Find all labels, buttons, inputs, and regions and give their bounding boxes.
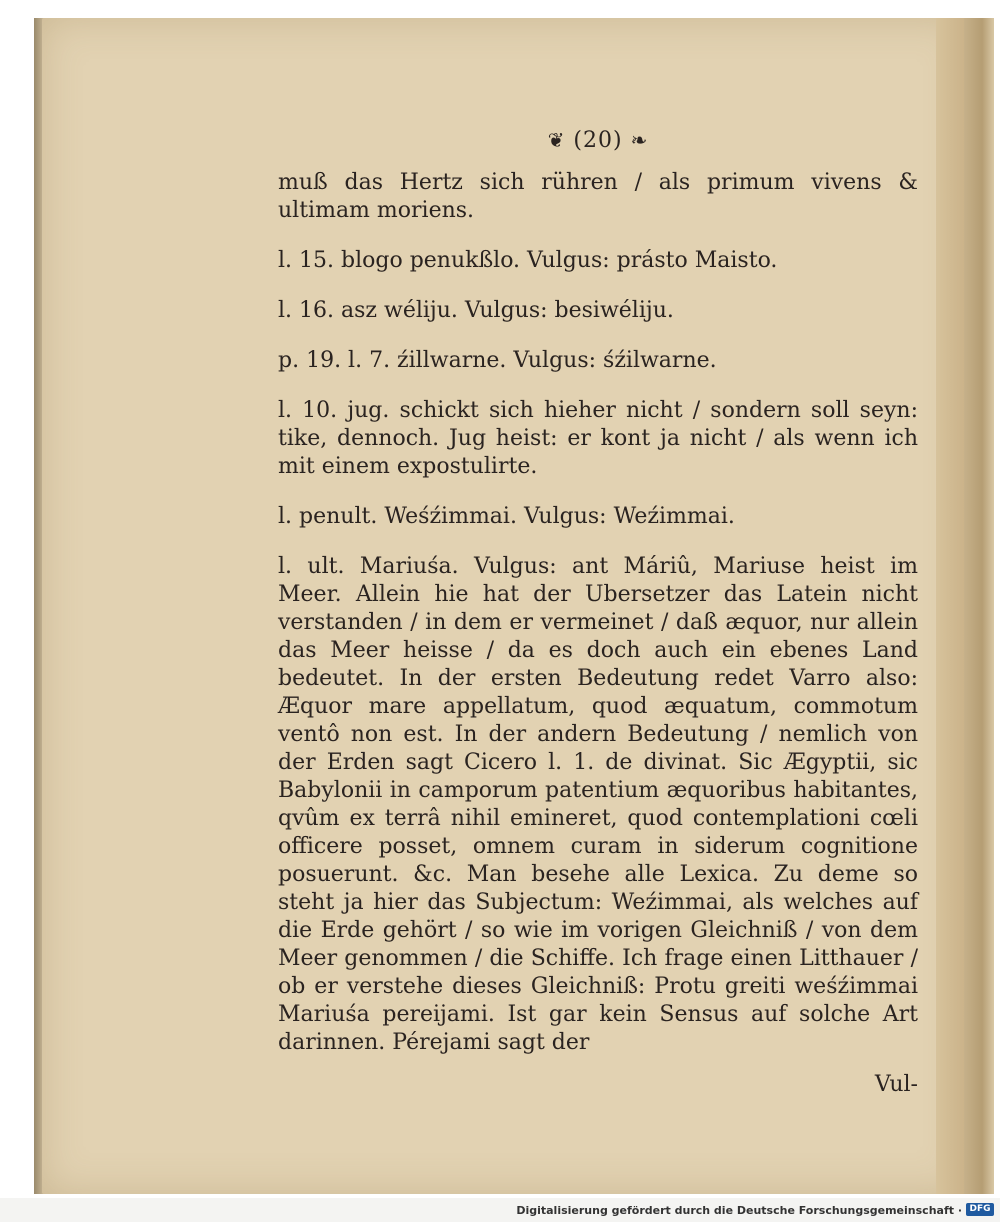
text-line-7: l. ult. Mariuśa. Vulgus: ant Máriû, Mariuse heist im Meer. Allein hie hat der Ubersetzer das Latein nicht verstanden / in dem er vermeinet / daß æquor, nur allein das Meer heisse / da es doch auch ein ebenes Land bedeutet. In der ersten Bedeutung redet Varro also: Æquor mare appellatum, quod æquatum, commotum ventô non est. In der andern Bedeutung / nemlich von der Erden sagt Cicero l. 1. de divinat. Sic Ægyptii, sic Babylonii in camporum patentium æquoribus habitantes, qvûm ex terrâ nihil emineret, quod contemplationi cœli officere posset, omnem curam in siderum cognitione posuerunt. &c. Man besehe alle Lexica. Zu deme so steht ja hier das Subjectum: Weźimmai, als welches auf die Erde gehört / so wie im vorigen Gleichniß / von dem Meer genommen / die Schiffe. Ich frage einen Litthauer / ob er verstehe dieses Gleichniß: Protu greiti weśźimmai Mariuśa pereijami. Ist gar kein Sensus auf solche Art darinnen. Pérejami sagt der bbox=[278, 554, 918, 1055]
text-line-3: l. 16. asz wéliju. Vulgus: besiwéliju. bbox=[278, 298, 674, 323]
text-line-4: p. 19. l. 7. źillwarne. Vulgus: śźilwarne. bbox=[278, 348, 717, 373]
digitization-footer bbox=[0, 1198, 1000, 1222]
text-line-1: muß das Hertz sich rühren / als primum vivens & ultimam moriens. bbox=[278, 170, 918, 223]
catchword: Vul- bbox=[874, 1072, 918, 1097]
page-header bbox=[278, 126, 918, 155]
left-ornament-icon: ❦ bbox=[547, 128, 566, 152]
text-line-5: l. 10. jug. schickt sich hieher nicht / sondern soll seyn: tike, dennoch. Jug heist: er kont ja nicht / als wenn ich mit einem expostulirte. bbox=[278, 398, 918, 479]
text-line-6: l. penult. Weśźimmai. Vulgus: Weźimmai. bbox=[278, 504, 735, 529]
right-ornament-icon: ❧ bbox=[630, 128, 649, 152]
dfg-logo-icon: DFG bbox=[966, 1203, 994, 1216]
book-binding bbox=[964, 18, 994, 1194]
page-text bbox=[278, 126, 918, 1099]
text-line-2: l. 15. blogo penukßlo. Vulgus: prásto Maisto. bbox=[278, 248, 778, 273]
page-number: (20) bbox=[573, 128, 623, 153]
page-gutter-shadow bbox=[936, 18, 964, 1194]
funding-credit: Digitalisierung gefördert durch die Deutsche Forschungsgemeinschaft · bbox=[516, 1204, 962, 1217]
